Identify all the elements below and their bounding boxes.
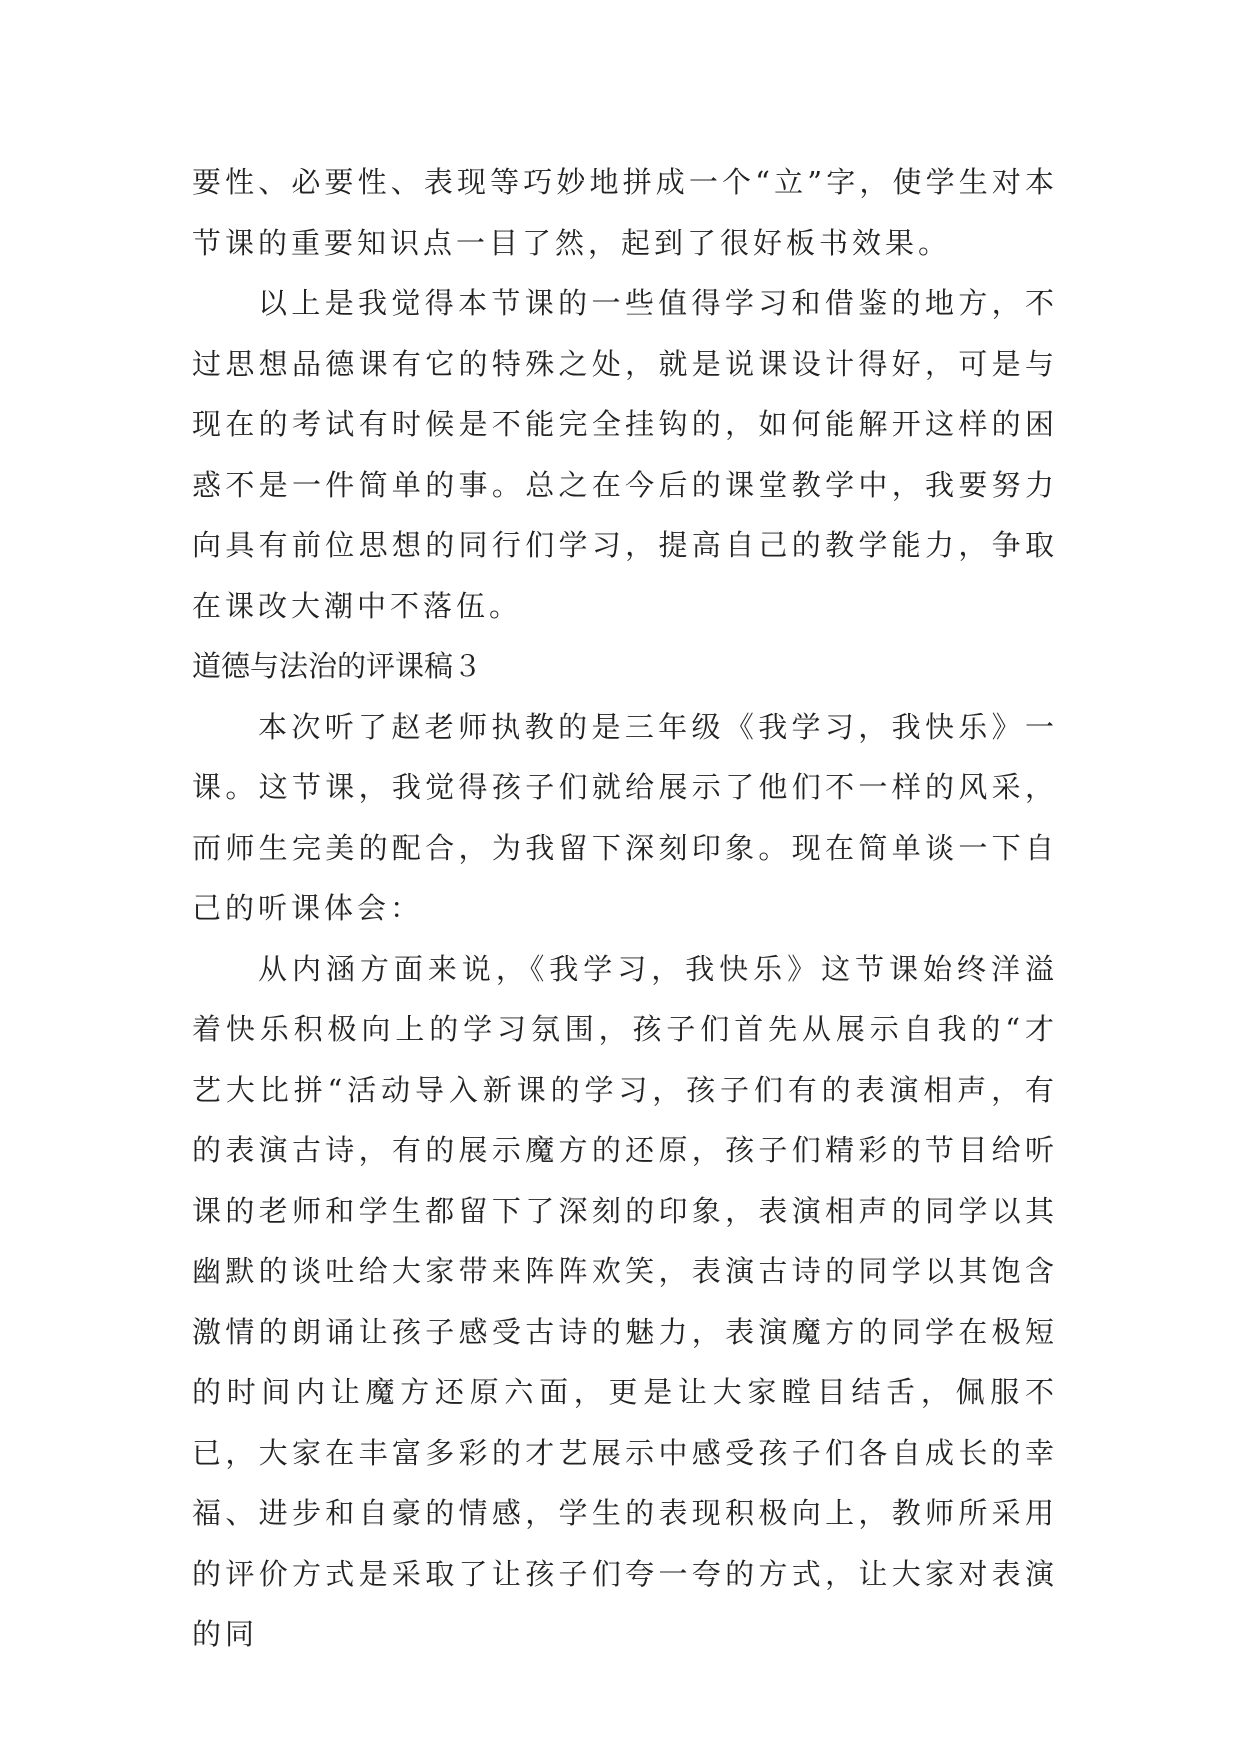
paragraph-1: 要性、必要性、表现等巧妙地拼成一个“立”字，使学生对本节课的重要知识点一目了然，起到了很好板书效果。 xyxy=(192,165,1058,260)
section-heading: 道德与法治的评课稿３ xyxy=(192,649,483,683)
paragraph-4: 从内涵方面来说，《我学习，我快乐》这节课始终洋溢着快乐积极向上的学习氛围，孩子们首先从展示自我的“才艺大比拼“活动导入新课的学习，孩子们有的表演相声，有的表演古诗，有的展示魔方的还原，孩子们精彩的节目给听课的老师和学生都留下了深刻的印象，表演相声的同学以其幽默的谈吐给大家带来阵阵欢笑，表演古诗的同学以其饱含激情的朗诵让孩子感受古诗的魅力，表演魔方的同学在极短的时间内让魔方还原六面，更是让大家瞠目结舌，佩服不已，大家在丰富多彩的才艺展示中感受孩子们各自成长的幸福、进步和自豪的情感，学生的表现积极向上，教师所采用的评价方式是采取了让孩子们夸一夸的方式，让大家对表演的同 xyxy=(192,951,1058,1651)
paragraph-2: 以上是我觉得本节课的一些值得学习和借鉴的地方，不过思想品德课有它的特殊之处，就是说课设计得好，可是与现在的考试有时候是不能完全挂钩的，如何能解开这样的困惑不是一件简单的事。总之在今后的课堂教学中，我要努力向具有前位思想的同行们学习，提高自己的教学能力，争取在课改大潮中不落伍。 xyxy=(192,286,1058,623)
document-body xyxy=(192,152,1058,1665)
paragraph-3: 本次听了赵老师执教的是三年级《我学习，我快乐》一课。这节课，我觉得孩子们就给展示了他们不一样的风采，而师生完美的配合，为我留下深刻印象。现在简单谈一下自己的听课体会： xyxy=(192,709,1058,925)
